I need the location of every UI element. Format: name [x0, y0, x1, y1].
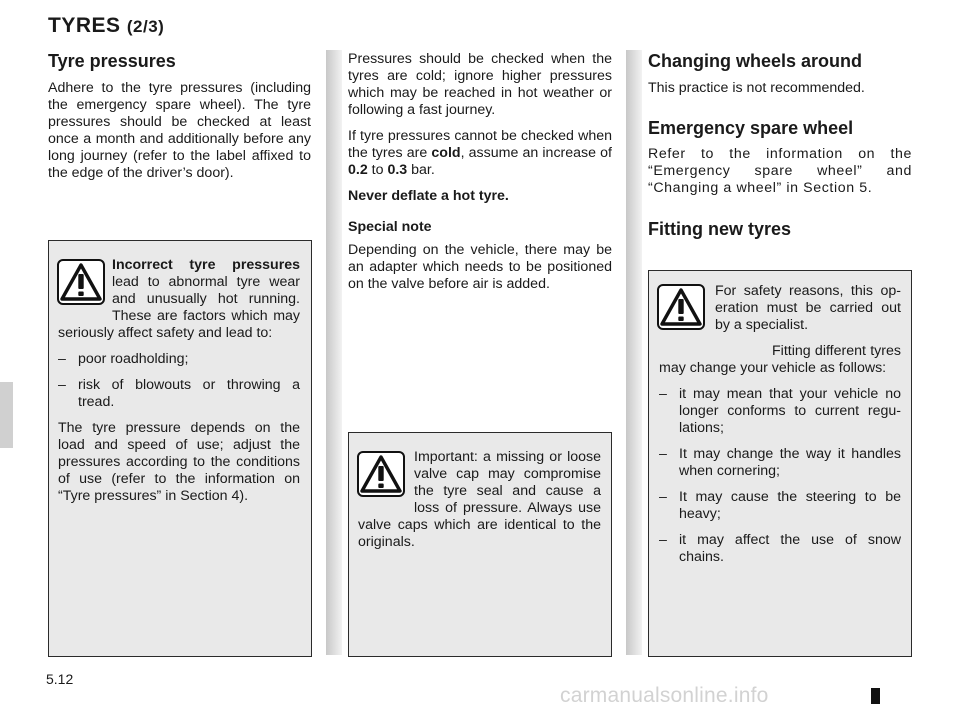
watermark: carmanualsonline.info: [560, 684, 769, 707]
warning-fitting-content: [659, 283, 901, 566]
page-title: [48, 14, 164, 38]
never-deflate-text: Never deflate a hot tyre.: [348, 188, 509, 204]
fitting-bullet-3: – It may cause the steering to be heavy;: [659, 489, 901, 522]
pressure-increase-paragraph: If tyre pressures cannot be checked when the tyres are cold, assume an increase of 0.2 to 0.3 bar.: [348, 128, 612, 178]
column-3-text: [648, 51, 912, 240]
column-divider: [626, 50, 642, 655]
warning-valve-content: [358, 449, 601, 551]
column-2-text: [348, 51, 612, 293]
special-note-paragraph: Depending on the vehicle, there may be an adapter which needs to be positioned on the valve before air is added.: [348, 242, 612, 292]
changing-wheels-text: This practice is not recommended.: [648, 80, 865, 96]
warning-lead-text: Incorrect tyre pressures: [112, 257, 300, 273]
warning-body-text: lead to abnormal tyre wear and unusually hot running. These are factors which may seriously affect safety and lead to:: [58, 274, 300, 341]
heading-tyre-pressures: Tyre pressures: [48, 51, 176, 71]
heading-emergency-spare: Emergency spare wheel: [648, 118, 854, 138]
valve-cap-warning-text: Important: a missing or loose valve cap may compromise the tyre seal and cause a loss of pressure. Always use valve caps which are identical to the originals.: [358, 449, 601, 550]
heading-changing-wheels: Changing wheels around: [648, 51, 863, 71]
column-divider: [326, 50, 342, 655]
heading-fitting-tyres: Fitting new tyres: [648, 219, 792, 239]
fitting-warning-line-2: Fitting different tyres may change your vehicle as follows:: [659, 343, 901, 376]
fitting-bullet-2: – It may change the way it handles when cornering;: [659, 446, 901, 479]
emergency-spare-text: Refer to the information on the “Emergency spare wheel” and “Changing a wheel” in Section 5.: [648, 146, 912, 196]
title-main: TYRES: [48, 14, 121, 37]
warning-bullet-2: – risk of blowouts or throwing a tread.: [58, 377, 300, 410]
fitting-bullet-4: – it may affect the use of snow chains.: [659, 532, 901, 565]
fitting-bullet-1: – it may mean that your vehicle no longer conforms to current regulations;: [659, 386, 901, 436]
pressures-cold-paragraph: Pressures should be checked when the tyres are cold; ignore higher pressures which may be reached in hot weather or following a fast journey.: [348, 51, 612, 118]
warning-pressures-content: [58, 257, 300, 505]
fitting-warning-line-1: For safety reasons, this operation must be carried out by a specialist.: [715, 283, 901, 333]
special-note-heading: Special note: [348, 219, 432, 235]
section-tab: [0, 382, 13, 448]
title-sub: (2/3): [126, 17, 165, 36]
warning-bullet-1: – poor roadholding;: [58, 351, 189, 367]
tyre-pressures-paragraph: Adhere to the tyre pressures (including the emergency spare wheel). The tyre pressures should be checked at least once a month and additionally before any long journey (refer to the label affixed to the edge of the driver’s door).: [48, 80, 311, 181]
footer-mark: [871, 688, 880, 704]
warning-para-2: The tyre pressure depends on the load and speed of use; adjust the pressures according to the conditions of use (refer to the information on “Tyre pressures” in Section 4).: [58, 420, 300, 504]
page-number: 5.12: [46, 671, 74, 687]
